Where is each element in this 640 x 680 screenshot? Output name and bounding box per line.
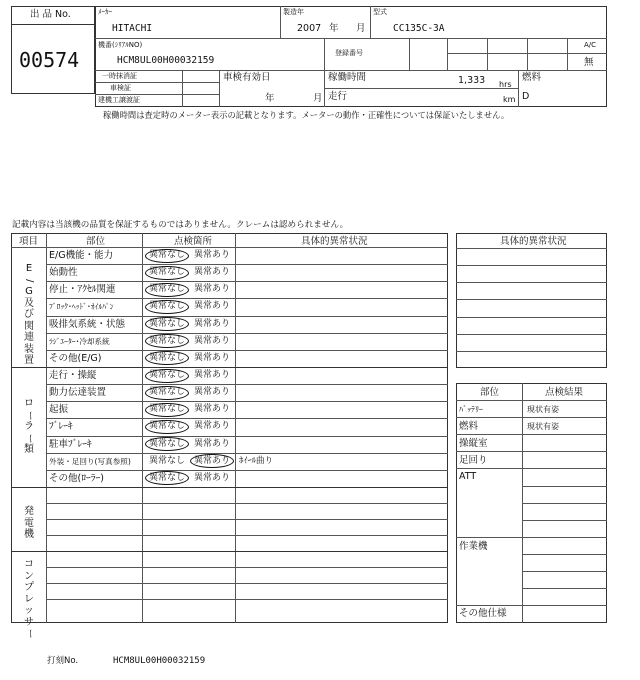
- undercarriage-label: 足回り: [459, 455, 488, 466]
- roller-status-none-6: 異常なし: [149, 472, 186, 483]
- roller-detail-5: ﾎｲｰﾙ曲り: [239, 455, 274, 466]
- engine-status-none-4: 異常なし: [149, 318, 186, 329]
- travel-label: 走行: [328, 91, 348, 102]
- engine-selection-circle-1: [145, 266, 189, 280]
- header-check: 点検箇所: [174, 236, 213, 247]
- engine-part-3: ﾌﾞﾛｯｸ･ﾍｯﾄﾞ･ｵｲﾙﾊﾟﾝ: [49, 302, 114, 312]
- maker-label: ﾒｰｶｰ: [98, 8, 112, 16]
- engine-selection-circle-4: [145, 317, 189, 331]
- fuel-value: D: [522, 91, 530, 102]
- engine-status-yes-5: 異常あり: [194, 335, 231, 346]
- engine-status-none-0: 異常なし: [149, 250, 186, 260]
- serial-value: HCM8UL00H00032159: [117, 55, 215, 66]
- category-roller: ロ ー ラ ー 類: [23, 398, 35, 455]
- inspection-label: 車検有効日: [223, 72, 271, 83]
- engine-status-none-2: 異常なし: [149, 284, 186, 295]
- roller-part-6: その他(ﾛｰﾗｰ): [49, 472, 104, 484]
- att-label: ATT: [459, 471, 477, 482]
- lot-label: 出 品 No.: [30, 9, 71, 20]
- engine-part-2: 停止・ｱｸｾﾙ関連: [49, 284, 116, 296]
- year-unit: 年: [329, 23, 339, 34]
- hours-value: 1,333: [458, 75, 486, 86]
- roller-part-0: 走行・操縦: [49, 370, 97, 381]
- engine-part-4: 吸排気系統・状態: [49, 318, 126, 330]
- vehicle-cert-label: 車検証: [110, 84, 131, 92]
- roller-part-5: 外装・足回り(写真参照): [49, 456, 131, 466]
- right-part-header: 部位: [480, 387, 500, 398]
- fuel-result-value: 現状有姿: [527, 422, 559, 431]
- registration-label: 登録番号: [335, 49, 363, 57]
- roller-part-2: 起振: [49, 404, 69, 416]
- category-compressor: コ ン プ レ ッ サ ー: [23, 559, 35, 639]
- inspection-year-unit: 年: [265, 93, 275, 104]
- roller-selection-circle-4: [145, 437, 189, 451]
- engine-status-none-6: 異常なし: [149, 352, 186, 363]
- cab-label: 操縦室: [459, 438, 488, 449]
- engine-part-1: 始動性: [49, 267, 78, 279]
- hours-unit: hrs: [499, 80, 512, 89]
- roller-part-4: 駐車ﾌﾞﾚｰｷ: [49, 438, 92, 450]
- lot-number: 00574: [19, 48, 80, 72]
- roller-status-yes-6: 異常あり: [194, 472, 231, 483]
- engine-part-0: E/G機能・能力: [49, 250, 114, 261]
- engine-status-yes-1: 異常あり: [194, 267, 231, 278]
- roller-status-yes-0: 異常あり: [194, 370, 231, 380]
- battery-value: 現状有姿: [527, 405, 559, 414]
- roller-selection-circle-0: [145, 369, 189, 383]
- roller-status-yes-3: 異常あり: [194, 421, 231, 432]
- roller-status-none-5: 異常なし: [149, 455, 186, 466]
- engine-status-none-3: 異常なし: [149, 301, 186, 312]
- engine-selection-circle-3: [145, 300, 189, 314]
- engine-part-5: ﾗｼﾞｴｰﾀｰ･冷却系統: [49, 336, 110, 346]
- disclaimer: 記載内容は当該機の品質を保証するものではありません。クレームは認められません。: [12, 220, 349, 230]
- ac-label: A/C: [584, 41, 597, 49]
- category-generator: 発 電 機: [24, 506, 34, 540]
- construction-cert-label: 建機工譲渡証: [98, 96, 140, 104]
- stamp-label: 打刻No.: [47, 656, 79, 666]
- meter-note: 稼働時間は査定時のメーター表示の記載となります。メーターの動作・正確性については保証いたしません。: [103, 110, 510, 120]
- roller-status-yes-5: 異常あり: [194, 455, 231, 466]
- engine-status-yes-2: 異常あり: [194, 284, 231, 295]
- roller-status-none-0: 異常なし: [149, 370, 186, 380]
- header-detail: 具体的異常状況: [301, 236, 368, 247]
- battery-label: ﾊﾞｯﾃﾘｰ: [459, 405, 483, 414]
- model-label: 型式: [373, 8, 387, 16]
- engine-status-none-1: 異常なし: [149, 267, 186, 278]
- roller-part-3: ﾌﾞﾚｰｷ: [49, 421, 73, 433]
- roller-status-none-1: 異常なし: [149, 387, 186, 398]
- maker-value: HITACHI: [112, 23, 153, 34]
- header-category: 項目: [19, 236, 39, 247]
- month-unit: 月: [356, 23, 366, 34]
- fuel-part-label: 燃料: [459, 421, 479, 432]
- inspection-month-unit: 月: [313, 93, 323, 104]
- hours-label: 稼働時間: [328, 72, 367, 83]
- other-spec-label: その他仕様: [459, 608, 507, 619]
- year-label: 製造年: [283, 8, 304, 16]
- header-part: 部位: [86, 236, 106, 247]
- roller-part-1: 動力伝達装置: [49, 387, 107, 399]
- year-value: 2007: [297, 23, 322, 34]
- roller-status-none-3: 異常なし: [149, 421, 186, 432]
- roller-status-none-4: 異常なし: [149, 438, 186, 449]
- model-value: CC135C-3A: [393, 23, 445, 34]
- engine-status-none-5: 異常なし: [149, 335, 186, 346]
- engine-status-yes-3: 異常あり: [194, 301, 231, 312]
- fuel-label: 燃料: [522, 72, 542, 83]
- roller-status-yes-2: 異常あり: [194, 404, 231, 415]
- roller-selection-circle-1: [145, 386, 189, 400]
- km-unit: km: [503, 95, 516, 104]
- roller-status-none-2: 異常なし: [149, 404, 186, 415]
- category-engine: E / G 及 び 関 連 装 置: [23, 263, 35, 366]
- engine-part-6: その他(E/G): [49, 352, 102, 364]
- engine-selection-circle-2: [145, 283, 189, 297]
- engine-selection-circle-0: [145, 249, 189, 263]
- roller-status-yes-4: 異常あり: [194, 438, 231, 449]
- roller-status-yes-1: 異常あり: [194, 387, 231, 398]
- right-result-header: 点検結果: [545, 387, 584, 398]
- roller-selection-circle-2: [145, 403, 189, 417]
- detail-panel: [456, 233, 607, 368]
- engine-status-yes-6: 異常あり: [194, 352, 231, 363]
- engine-status-yes-4: 異常あり: [194, 318, 231, 329]
- stamp-value: HCM8UL00H00032159: [113, 656, 206, 666]
- roller-selection-circle-3: [145, 420, 189, 434]
- ac-value: 無: [584, 57, 594, 68]
- serial-label: 機番(ｼﾘｱﾙNO): [98, 41, 143, 49]
- work-machine-label: 作業機: [459, 541, 488, 552]
- temp-plate-label: 一時抹消証: [102, 72, 137, 80]
- engine-status-yes-0: 異常あり: [194, 250, 231, 260]
- right-detail-header: 具体的異常状況: [500, 236, 567, 247]
